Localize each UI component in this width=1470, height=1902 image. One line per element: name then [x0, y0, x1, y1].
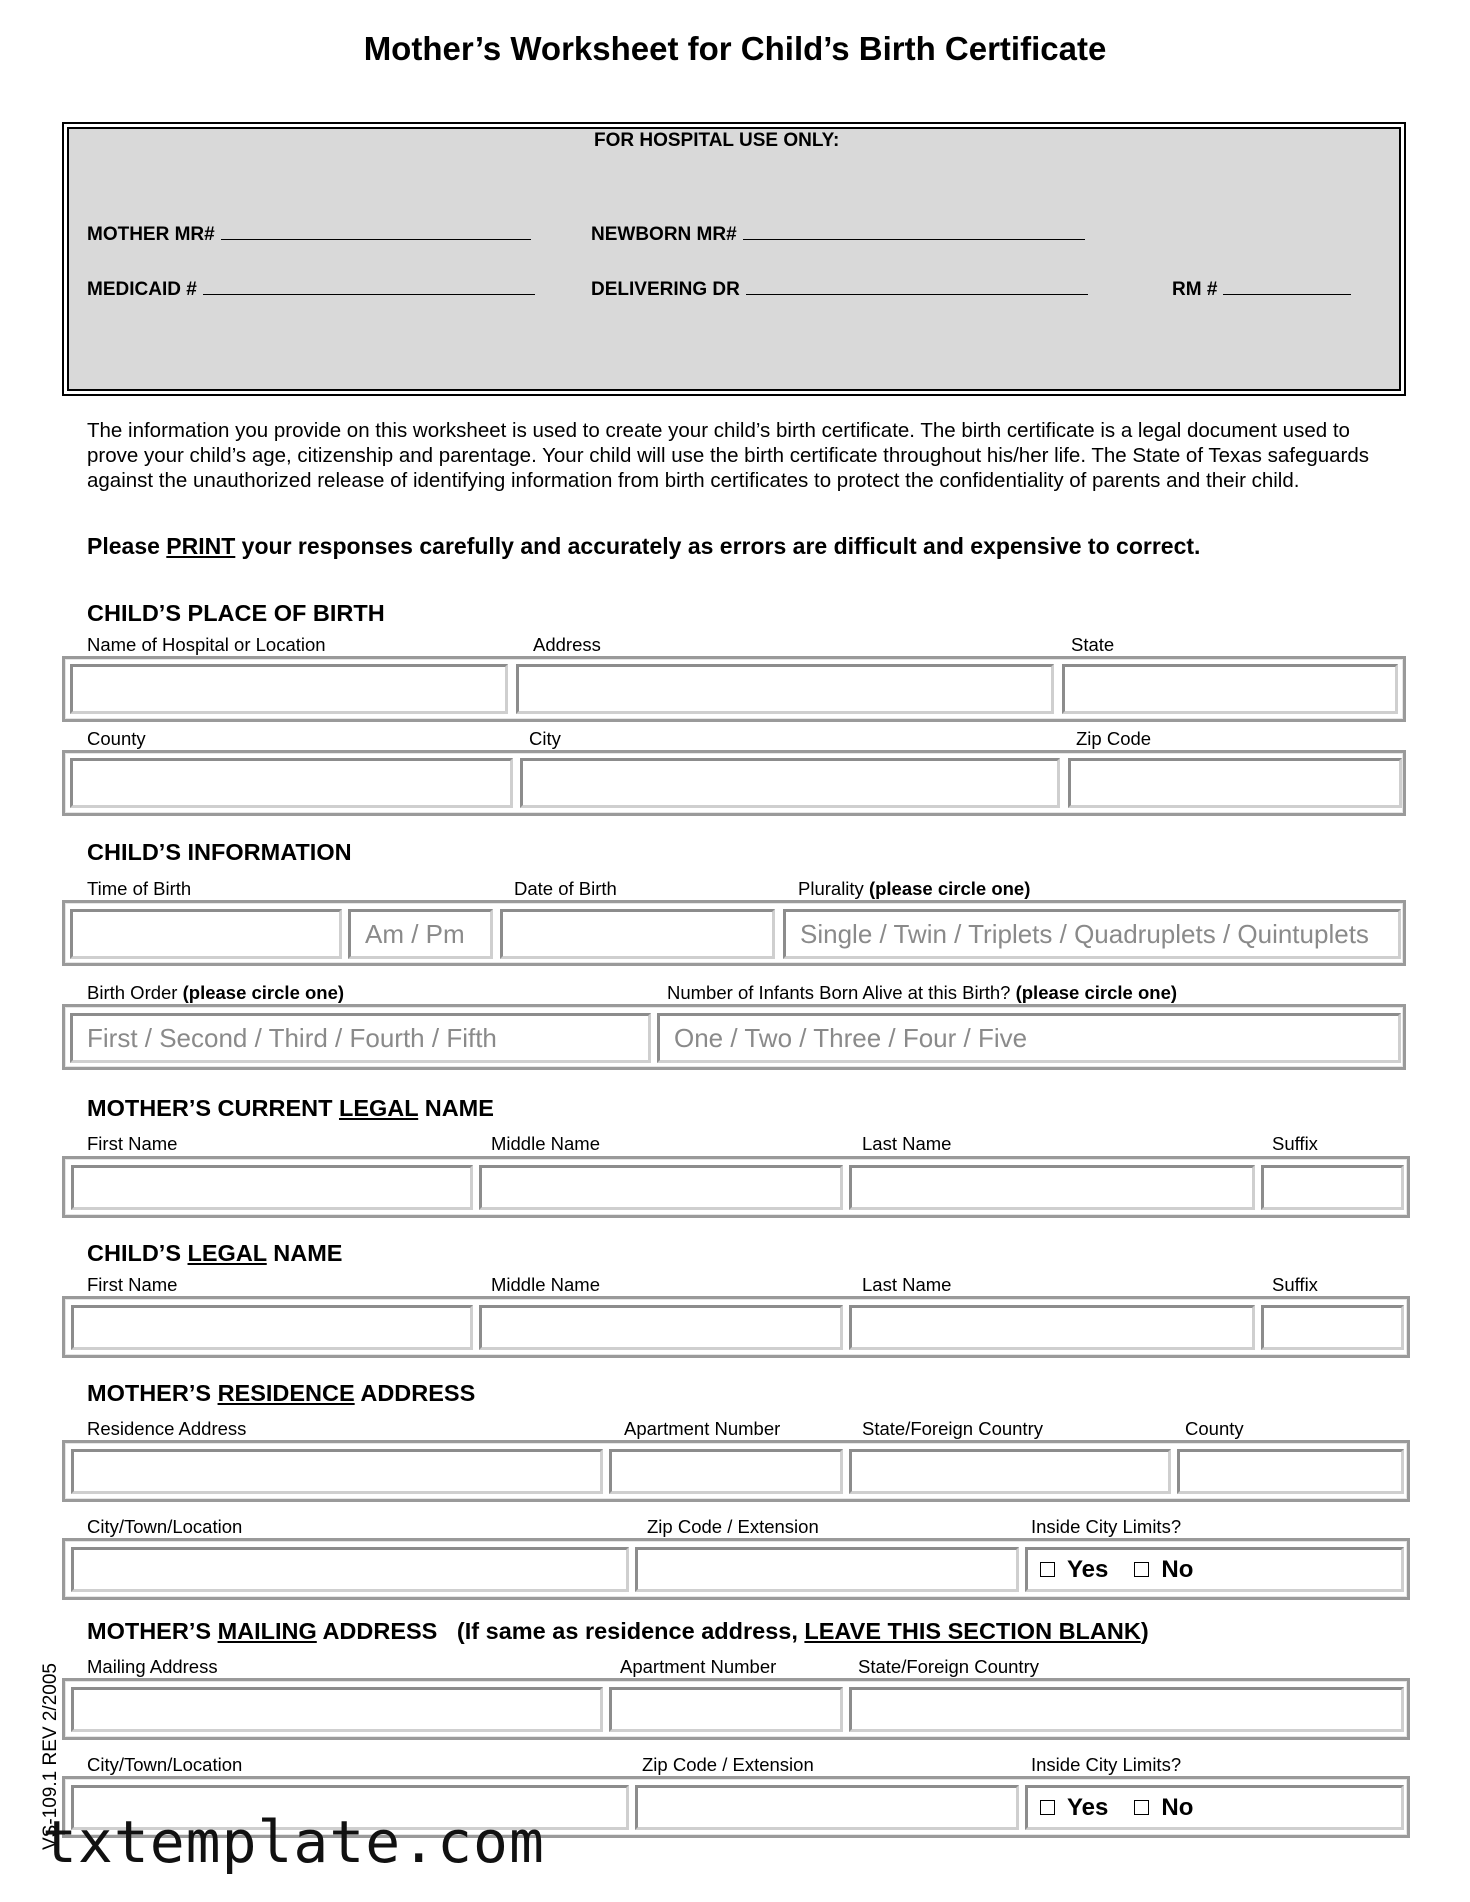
mother-suffix-label: Suffix: [1272, 1133, 1318, 1154]
mailing-address-input[interactable]: [71, 1687, 603, 1732]
mailing-yes-checkbox[interactable]: [1040, 1800, 1055, 1815]
mailing-zip-input[interactable]: [635, 1785, 1019, 1830]
residence-heading: MOTHER’S RESIDENCE ADDRESS: [87, 1380, 476, 1406]
hospital-use-heading: FOR HOSPITAL USE ONLY:: [594, 130, 840, 151]
mailing-zip-label: Zip Code / Extension: [642, 1754, 814, 1775]
state-label: State: [1071, 634, 1115, 655]
residence-state-input[interactable]: [849, 1449, 1171, 1494]
mailing-no-checkbox[interactable]: [1134, 1800, 1149, 1815]
newborn-mr-field[interactable]: NEWBORN MR#: [591, 221, 1085, 246]
residence-row-2: [62, 1538, 1410, 1600]
mother-middle-name-input[interactable]: [479, 1165, 843, 1210]
form-number: VS-109.1 REV 2/2005: [40, 1663, 61, 1850]
child-last-name-input[interactable]: [849, 1305, 1255, 1350]
mailing-apt-input[interactable]: [609, 1687, 843, 1732]
plurality-choice[interactable]: Single / Twin / Triplets / Quadruplets / Quintuplets: [783, 909, 1401, 959]
mailing-address-label: Mailing Address: [87, 1656, 218, 1677]
child-middle-name-label: Middle Name: [491, 1274, 600, 1295]
hospital-name-input[interactable]: [70, 664, 508, 714]
watermark: txtemplate.com: [42, 1808, 545, 1876]
child-name-heading: CHILD’S LEGAL NAME: [87, 1240, 343, 1266]
time-of-birth-label: Time of Birth: [87, 878, 192, 899]
time-of-birth-input[interactable]: [70, 909, 342, 959]
county-label: County: [87, 728, 146, 749]
mother-suffix-input[interactable]: [1261, 1165, 1404, 1210]
mother-last-name-label: Last Name: [862, 1133, 952, 1154]
date-of-birth-input[interactable]: [500, 909, 775, 959]
residence-city-limits-options: Yes No: [1025, 1547, 1404, 1592]
child-first-name-label: First Name: [87, 1274, 178, 1295]
page-title: Mother’s Worksheet for Child’s Birth Certificate: [363, 30, 1107, 67]
mother-first-name-input[interactable]: [71, 1165, 473, 1210]
mailing-city-label: City/Town/Location: [87, 1754, 243, 1775]
child-suffix-input[interactable]: [1261, 1305, 1404, 1350]
child-info-heading: CHILD’S INFORMATION: [87, 839, 352, 865]
mother-name-heading: MOTHER’S CURRENT LEGAL NAME: [87, 1095, 494, 1121]
infants-alive-label: Number of Infants Born Alive at this Birth? (please circle one): [667, 982, 1178, 1003]
print-instruction: Please PRINT your responses carefully and accurately as errors are difficult and expensive to correct.: [87, 533, 1201, 559]
birth-address-input[interactable]: [516, 664, 1054, 714]
mother-mr-field[interactable]: MOTHER MR#: [87, 221, 531, 246]
birth-city-input[interactable]: [520, 758, 1060, 808]
delivering-dr-field[interactable]: DELIVERING DR: [591, 276, 1088, 301]
residence-row-1: [62, 1440, 1410, 1502]
address-label: Address: [533, 634, 601, 655]
place-of-birth-row-1: [62, 656, 1406, 722]
residence-apt-label: Apartment Number: [624, 1418, 781, 1439]
mother-last-name-input[interactable]: [849, 1165, 1255, 1210]
residence-city-limits-label: Inside City Limits?: [1031, 1516, 1182, 1537]
plurality-label: Plurality (please circle one): [798, 878, 1031, 899]
residence-yes-checkbox[interactable]: [1040, 1562, 1055, 1577]
birth-county-input[interactable]: [70, 758, 513, 808]
residence-county-input[interactable]: [1177, 1449, 1404, 1494]
child-info-row-2: [62, 1004, 1406, 1070]
mailing-city-limits-label: Inside City Limits?: [1031, 1754, 1182, 1775]
birth-state-input[interactable]: [1062, 664, 1398, 714]
mother-middle-name-label: Middle Name: [491, 1133, 600, 1154]
residence-city-label: City/Town/Location: [87, 1516, 243, 1537]
date-of-birth-label: Date of Birth: [514, 878, 617, 899]
child-middle-name-input[interactable]: [479, 1305, 843, 1350]
birth-order-choice[interactable]: First / Second / Third / Fourth / Fifth: [70, 1013, 651, 1063]
mother-name-row: [62, 1156, 1410, 1218]
intro-paragraph: The information you provide on this worksheet is used to create your child’s birth certificate. The birth certificate is a legal document used to prove your child’s age, citizenship and parentage. Your child will use the birth certificate throughout his/her life. The State of Texas safeguards against the unauthorized release of identifying information from birth certificates to protect the confidentiality of parents and their child.: [87, 419, 1370, 492]
mailing-city-limits-options: Yes No: [1025, 1785, 1404, 1830]
birth-order-label: Birth Order (please circle one): [87, 982, 345, 1003]
residence-zip-input[interactable]: [635, 1547, 1019, 1592]
residence-address-label: Residence Address: [87, 1418, 247, 1439]
residence-county-label: County: [1185, 1418, 1244, 1439]
residence-address-input[interactable]: [71, 1449, 603, 1494]
child-info-row-1: [62, 900, 1406, 966]
residence-apt-input[interactable]: [609, 1449, 843, 1494]
residence-no-checkbox[interactable]: [1134, 1562, 1149, 1577]
hospital-use-box: [62, 122, 1406, 396]
child-name-row: [62, 1296, 1410, 1358]
residence-city-input[interactable]: [71, 1547, 629, 1592]
mailing-apt-label: Apartment Number: [620, 1656, 777, 1677]
place-of-birth-row-2: [62, 750, 1406, 816]
child-last-name-label: Last Name: [862, 1274, 952, 1295]
place-of-birth-heading: CHILD’S PLACE OF BIRTH: [87, 600, 385, 626]
birth-zip-input[interactable]: [1068, 758, 1402, 808]
residence-state-label: State/Foreign Country: [862, 1418, 1043, 1439]
mailing-state-input[interactable]: [849, 1687, 1404, 1732]
am-pm-choice[interactable]: Am / Pm: [348, 909, 493, 959]
mailing-heading: MOTHER’S MAILING ADDRESS (If same as residence address, LEAVE THIS SECTION BLANK): [87, 1618, 1149, 1644]
zip-label: Zip Code: [1076, 728, 1152, 749]
hospital-name-label: Name of Hospital or Location: [87, 634, 326, 655]
child-first-name-input[interactable]: [71, 1305, 473, 1350]
city-label: City: [529, 728, 561, 749]
mailing-row-1: [62, 1678, 1410, 1740]
infants-alive-choice[interactable]: One / Two / Three / Four / Five: [657, 1013, 1401, 1063]
child-suffix-label: Suffix: [1272, 1274, 1318, 1295]
room-number-field[interactable]: RM #: [1172, 276, 1351, 301]
mother-first-name-label: First Name: [87, 1133, 178, 1154]
medicaid-field[interactable]: MEDICAID #: [87, 276, 535, 301]
residence-zip-label: Zip Code / Extension: [647, 1516, 819, 1537]
mailing-state-label: State/Foreign Country: [858, 1656, 1039, 1677]
